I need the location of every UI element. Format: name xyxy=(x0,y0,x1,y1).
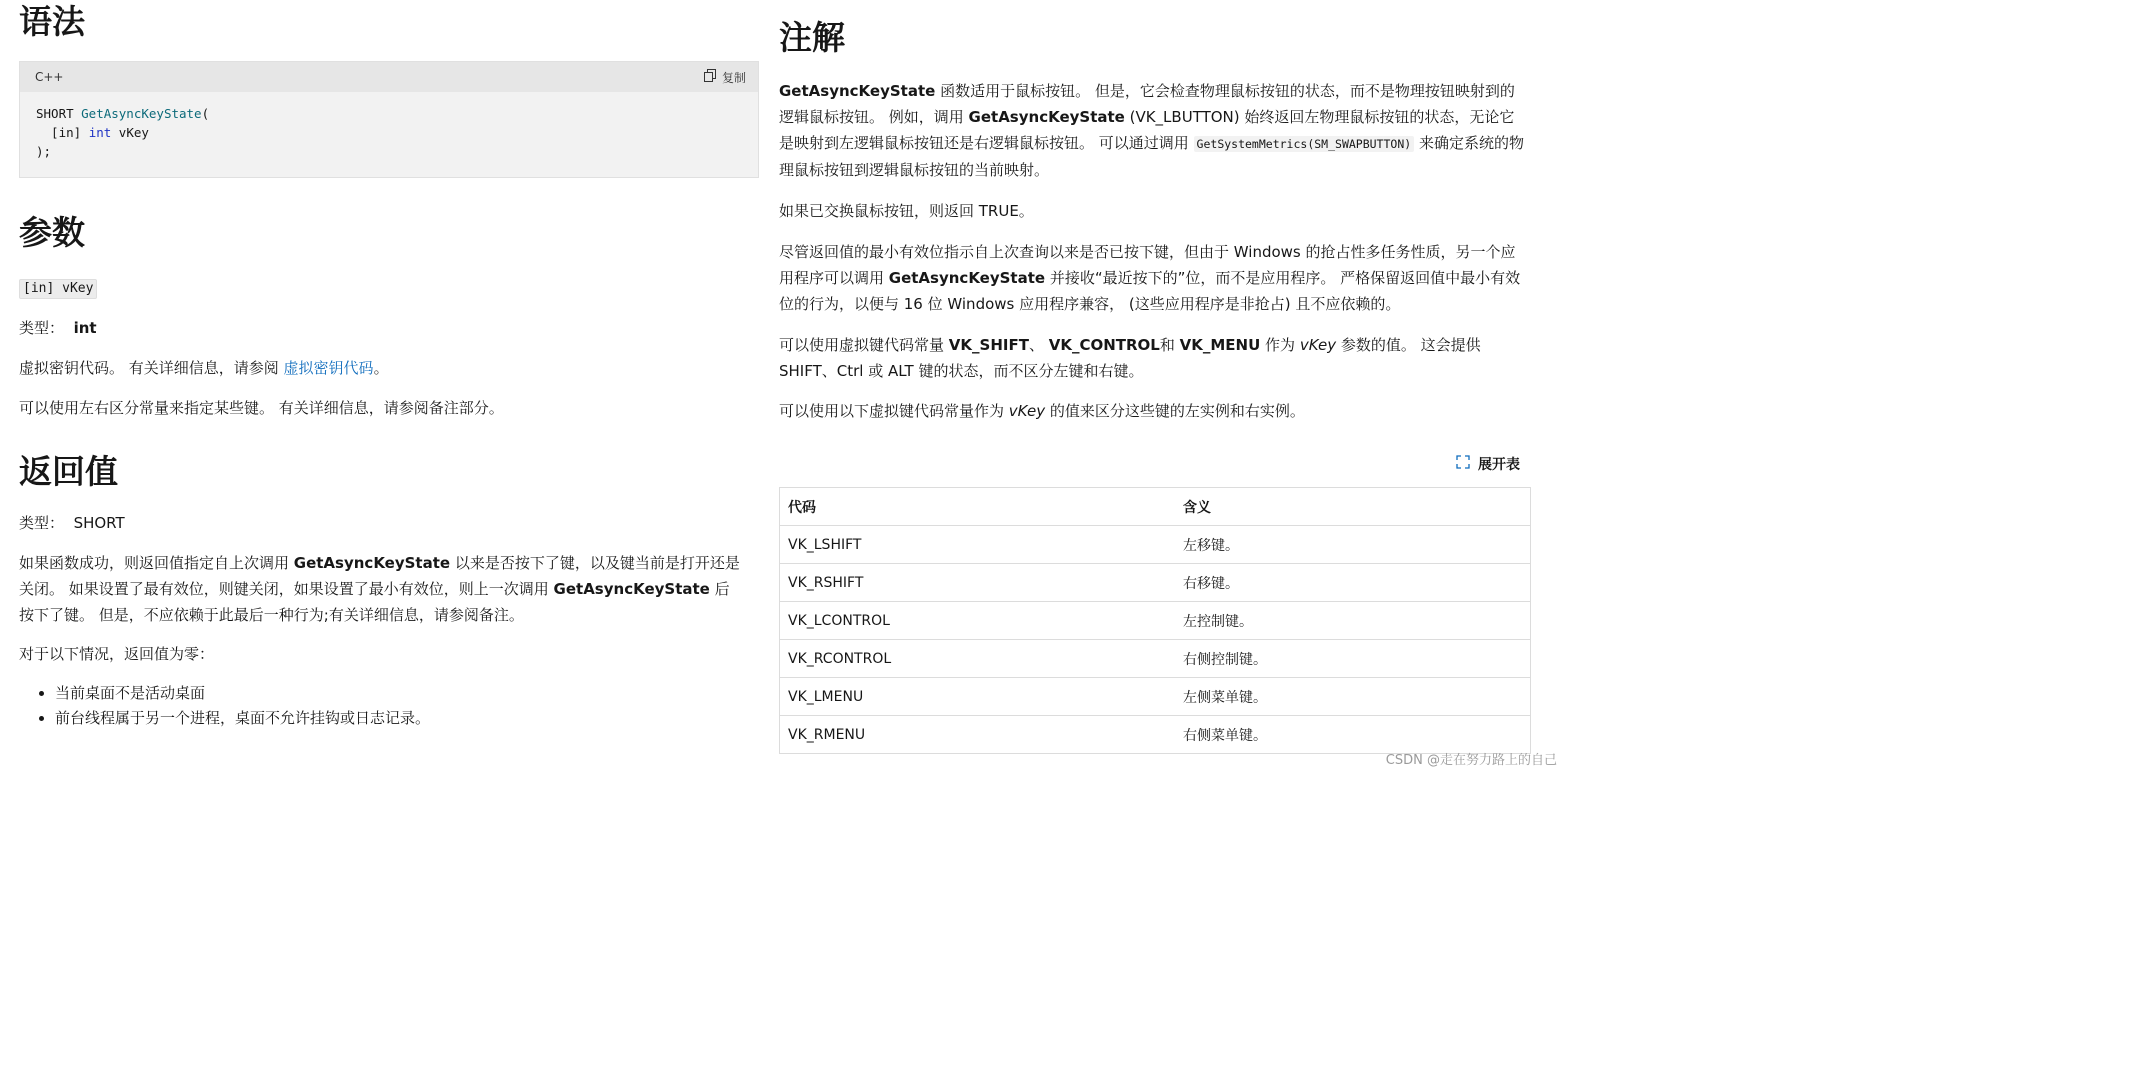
param-desc-1 xyxy=(19,355,389,381)
remarks-p1-d: (VK_LBUTTON) 始终返回左物理鼠标按钮的状态，无论它是映射到左逻辑鼠标按钮还是右逻辑鼠标按钮。 可以通过调用 xyxy=(779,108,1515,152)
code-language-label: C++ xyxy=(35,70,64,84)
copy-icon xyxy=(704,69,716,85)
remarks-p1-b: 函数适用于鼠标按钮。 但是，它会检查物理鼠标按钮的状态，而不是物理按钮映射到的逻辑鼠标按钮。 例如，调用 xyxy=(779,82,1515,126)
expand-table-button[interactable] xyxy=(1456,454,1520,474)
remarks-p4-g: 作为 xyxy=(1260,336,1300,354)
return-heading: 返回值 xyxy=(19,452,118,491)
code-in-token: [in] xyxy=(36,125,89,140)
vkey-param: vKey xyxy=(1008,402,1046,420)
code-paren-token: ( xyxy=(201,106,210,121)
param-type xyxy=(19,315,97,341)
return-desc xyxy=(19,550,744,628)
table-cell-code: VK_LCONTROL xyxy=(780,602,1176,640)
params-heading: 参数 xyxy=(19,213,85,252)
remarks-p1 xyxy=(779,78,1524,183)
return-desc-fn-1: GetAsyncKeyState xyxy=(293,554,451,572)
type-value: int xyxy=(73,319,97,337)
list-item: • 当前桌面不是活动桌面 xyxy=(55,681,430,706)
table-row xyxy=(780,640,1531,678)
vkey-param: vKey xyxy=(1299,336,1337,354)
vk-shift-const: VK_SHIFT xyxy=(948,336,1029,354)
code-type-token: SHORT xyxy=(36,106,82,121)
return-type xyxy=(19,510,125,536)
code-function-token: GetAsyncKeyState xyxy=(81,106,202,121)
param-desc-2: 可以使用左右区分常量来指定某些键。 有关详细信息，请参阅备注部分。 xyxy=(19,399,504,417)
copy-label: 复制 xyxy=(721,70,746,85)
return-zero-intro: 对于以下情况，返回值为零： xyxy=(19,645,215,663)
syntax-heading: 语法 xyxy=(19,2,85,41)
table-row xyxy=(780,716,1531,754)
table-cell-code: VK_RMENU xyxy=(780,716,1176,754)
table-cell-meaning: 左侧菜单键。 xyxy=(1175,678,1531,716)
remarks-p3-c: 并接收“最近按下的”位，而不是应用程序。 严格保留返回值中最小有效位的行为，以便与 16 位 Windows 应用程序兼容， (这些应用程序是非抢占) 且不应依赖的。 xyxy=(779,269,1521,313)
return-desc-a: 如果函数成功，则返回值指定自上次调用 xyxy=(19,554,294,572)
table-cell-code: VK_RSHIFT xyxy=(780,564,1176,602)
code-keyword-token: int xyxy=(88,125,112,140)
remarks-p5-c: 的值来区分这些键的左实例和右实例。 xyxy=(1045,402,1305,420)
remarks-p4-a: 可以使用虚拟键代码常量 xyxy=(779,336,949,354)
remarks-p4-e: 和 xyxy=(1159,336,1180,354)
remarks-p4 xyxy=(779,332,1514,384)
return-desc-fn-2: GetAsyncKeyState xyxy=(553,580,710,598)
remarks-fn-2: GetAsyncKeyState xyxy=(968,108,1125,126)
code-block-header xyxy=(20,62,758,92)
csdn-watermark: CSDN @走在努力路上的自己 xyxy=(1385,753,1557,768)
return-zero-list xyxy=(19,681,430,731)
remarks-p5 xyxy=(779,398,1305,424)
param-desc-end: 。 xyxy=(373,359,389,377)
table-row xyxy=(780,602,1531,640)
return-type-label: 类型： xyxy=(19,514,65,532)
remarks-p5-a: 可以使用以下虚拟键代码常量作为 xyxy=(779,402,1009,420)
list-item: • 前台线程属于另一个进程，桌面不允许挂钩或日志记录。 xyxy=(55,706,430,731)
remarks-p4-c: 、 xyxy=(1028,336,1049,354)
code-close-token: ); xyxy=(36,144,52,159)
return-desc-c: 以来是否按下了键，以及键当前是打开还是关闭。 如果设置了最有效位，则键关闭，如果设置了最小有效位，则上一次调用 xyxy=(19,554,740,598)
virtual-key-codes-link[interactable]: 虚拟密钥代码 xyxy=(283,359,374,377)
column-header-meaning: 含义 xyxy=(1175,488,1531,526)
remarks-fn-3: GetAsyncKeyState xyxy=(888,269,1046,287)
param-tag: [in] vKey xyxy=(19,279,97,299)
remarks-p3 xyxy=(779,239,1524,317)
table-cell-code: VK_LSHIFT xyxy=(780,526,1176,564)
table-cell-meaning: 右侧菜单键。 xyxy=(1175,716,1531,754)
table-cell-meaning: 左移键。 xyxy=(1175,526,1531,564)
column-header-code: 代码 xyxy=(780,488,1176,526)
table-header-row xyxy=(780,488,1531,526)
table-cell-meaning: 右移键。 xyxy=(1175,564,1531,602)
return-desc-e: 后按下了键。 但是，不应依赖于此最后一种行为;有关详细信息，请参阅备注。 xyxy=(19,580,730,624)
inline-code: GetSystemMetrics(SM_SWAPBUTTON) xyxy=(1194,136,1415,152)
expand-table-label: 展开表 xyxy=(1478,457,1520,473)
type-label: 类型： xyxy=(19,319,65,337)
param-name xyxy=(19,277,97,299)
table-row xyxy=(780,526,1531,564)
remarks-heading: 注解 xyxy=(779,18,845,57)
remarks-p3-a: 尽管返回值的最小有效位指示自上次查询以来是否已按下键，但由于 Windows 的抢占性多任务性质，另一个应用程序可以调用 xyxy=(779,243,1516,287)
code-block xyxy=(19,61,759,178)
code-param-token: vKey xyxy=(111,125,149,140)
vk-control-const: VK_CONTROL xyxy=(1048,336,1160,354)
expand-icon xyxy=(1456,455,1470,473)
vk-table xyxy=(779,487,1531,754)
table-row xyxy=(780,678,1531,716)
param-desc-text: 虚拟密钥代码。 有关详细信息，请参阅 xyxy=(19,359,284,377)
remarks-p1-e: 来确定系统的物理鼠标按钮到逻辑鼠标按钮的当前映射。 xyxy=(779,134,1524,179)
remarks-fn-1: GetAsyncKeyState xyxy=(779,82,936,100)
table-cell-meaning: 右侧控制键。 xyxy=(1175,640,1531,678)
return-type-value: SHORT xyxy=(73,514,125,532)
table-cell-code: VK_LMENU xyxy=(780,678,1176,716)
code-content xyxy=(20,92,758,177)
remarks-p4-i: 参数的值。 这会提供 SHIFT、Ctrl 或 ALT 键的状态，而不区分左键和右键。 xyxy=(779,336,1481,380)
table-cell-meaning: 左控制键。 xyxy=(1175,602,1531,640)
table-row xyxy=(780,564,1531,602)
remarks-p2: 如果已交换鼠标按钮，则返回 TRUE。 xyxy=(779,202,1034,220)
table-cell-code: VK_RCONTROL xyxy=(780,640,1176,678)
vk-menu-const: VK_MENU xyxy=(1179,336,1261,354)
copy-button[interactable] xyxy=(704,69,746,86)
